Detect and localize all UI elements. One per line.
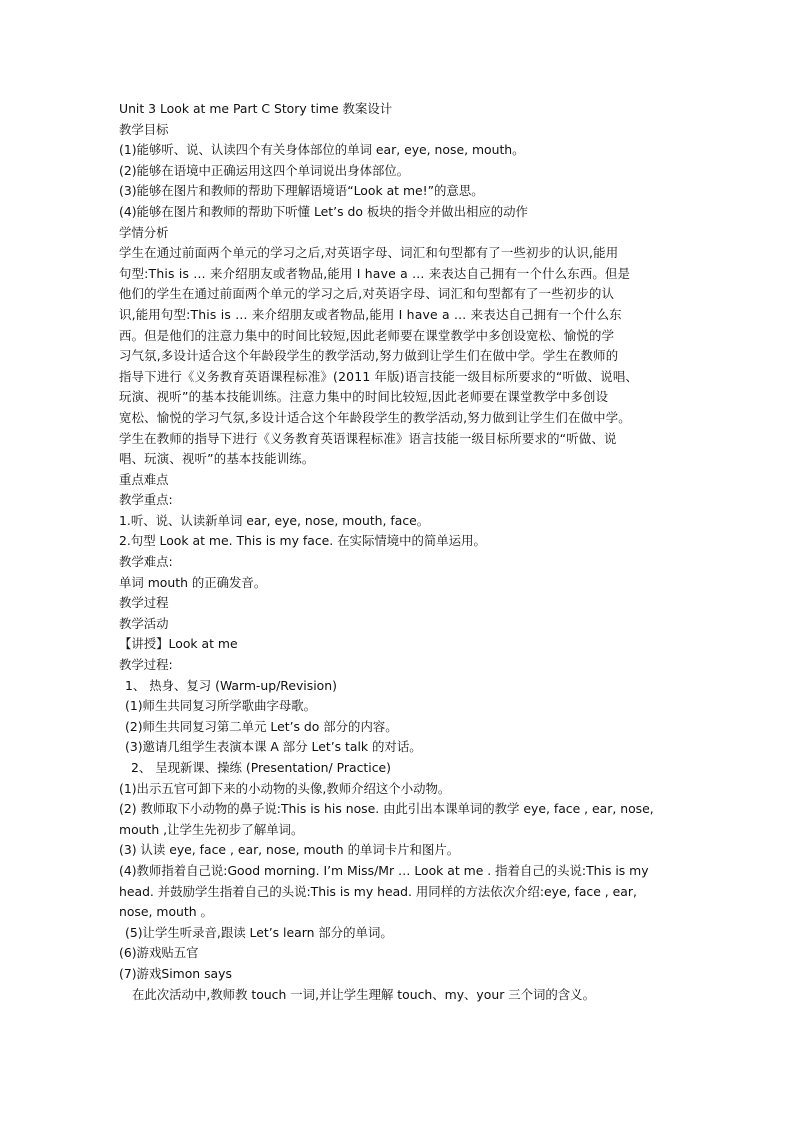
analysis-line: 西。但是他们的注意力集中的时间比较短,因此老师要在课堂教学中多创设宽松、愉悦的学 xyxy=(119,327,615,343)
step-item: (3)邀请几组学生表演本课 A 部分 Let’s talk 的对话。 xyxy=(125,739,422,755)
step-item: (2) 教师取下小动物的鼻子说:This is his nose. 由此引出本课单词的教学 eye, face , ear, nose, xyxy=(119,801,654,817)
key-point-item: 1.听、说、认读新单词 ear, eye, nose, mouth, face。 xyxy=(119,512,430,528)
lecture-label: 【讲授】Look at me xyxy=(119,636,238,652)
step-item: nose, mouth 。 xyxy=(119,904,213,920)
step-heading: 1、 热身、复习 (Warm-up/Revision) xyxy=(125,677,337,693)
key-points-label: 教学重点: xyxy=(119,492,173,508)
section-heading-objectives: 教学目标 xyxy=(119,121,169,137)
key-point-item: 2.句型 Look at me. This is my face. 在实际情境中的简单运用。 xyxy=(119,533,486,549)
step-item: (4)教师指着自己说:Good morning. I’m Miss/Mr … Look at me . 指着自己的头说:This is my xyxy=(119,862,649,878)
document-title: Unit 3 Look at me Part C Story time 教案设计 xyxy=(119,101,393,116)
analysis-line: 学生在通过前面两个单元的学习之后,对英语字母、词汇和句型都有了一些初步的认识,能用 xyxy=(119,245,619,261)
step-item: (7)游戏Simon says xyxy=(119,965,232,981)
section-heading-key-points: 重点难点 xyxy=(119,471,169,487)
process-label: 教学过程: xyxy=(119,657,173,673)
analysis-line: 玩演、视听”的基本技能训练。注意力集中的时间比较短,因此老师要在课堂教学中多创设 xyxy=(119,389,609,405)
difficulty-label: 教学难点: xyxy=(119,554,173,570)
step-item: (5)让学生听录音,跟读 Let’s learn 部分的单词。 xyxy=(125,924,393,940)
objective-item: (3)能够在图片和教师的帮助下理解语境语“Look at me!”的意思。 xyxy=(119,183,484,199)
objective-item: (4)能够在图片和教师的帮助下听懂 Let’s do 板块的指令并做出相应的动作 xyxy=(119,203,528,219)
step-item: (1)出示五官可卸下来的小动物的头像,教师介绍这个小动物。 xyxy=(119,780,451,796)
difficulty-item: 单词 mouth 的正确发音。 xyxy=(119,574,267,590)
analysis-line: 识,能用句型:This is … 来介绍朋友或者物品,能用 I have a … 来表达自己拥有一个什么东 xyxy=(119,306,622,322)
analysis-paragraph xyxy=(119,243,685,470)
analysis-line: 他们的学生在通过前面两个单元的学习之后,对英语字母、词汇和句型都有了一些初步的认 xyxy=(119,286,615,302)
document-page xyxy=(119,99,685,1005)
objective-item: (1)能够听、说、认读四个有关身体部位的单词 ear, eye, nose, mouth。 xyxy=(119,142,525,158)
analysis-line: 学生在教师的指导下进行《义务教育英语课程标准》语言技能一级目标所要求的“听做、说 xyxy=(119,430,617,446)
step-item: (6)游戏贴五官 xyxy=(119,945,199,961)
step-item: (3) 认读 eye, face , ear, nose, mouth 的单词卡片和图片。 xyxy=(119,842,460,858)
step-item: mouth ,让学生先初步了解单词。 xyxy=(119,821,304,837)
activity-note: 在此次活动中,教师教 touch 一词,并让学生理解 touch、my、your 三个词的含义。 xyxy=(132,986,595,1002)
analysis-line: 习气氛,多设计适合这个年龄段学生的教学活动,努力做到让学生们在做中学。学生在教师的 xyxy=(119,348,619,364)
objective-item: (2)能够在语境中正确运用这四个单词说出身体部位。 xyxy=(119,162,410,178)
step-heading: 2、 呈现新课、操练 (Presentation/ Practice) xyxy=(131,760,391,775)
step-item: head. 并鼓励学生指着自己的头说:This is my head. 用同样的方法依次介绍:eye, face , ear, xyxy=(119,883,637,899)
section-heading-analysis: 学情分析 xyxy=(119,224,169,240)
step-item: (2)师生共同复习第二单元 Let’s do 部分的内容。 xyxy=(125,718,398,734)
analysis-line: 宽松、愉悦的学习气氛,多设计适合这个年龄段学生的教学活动,努力做到让学生们在做中学。 xyxy=(119,409,631,425)
step-item: (1)师生共同复习所学歌曲字母歌。 xyxy=(125,698,317,714)
analysis-line: 句型:This is … 来介绍朋友或者物品,能用 I have a … 来表达自己拥有一个什么东西。但是 xyxy=(119,265,631,281)
section-heading-activities: 教学活动 xyxy=(119,615,169,631)
analysis-line: 唱、玩演、视听”的基本技能训练。 xyxy=(119,451,315,467)
section-heading-process: 教学过程 xyxy=(119,595,169,611)
analysis-line: 指导下进行《义务教育英语课程标准》(2011 年版)语言技能一级目标所要求的“听做、说唱、 xyxy=(119,368,639,384)
